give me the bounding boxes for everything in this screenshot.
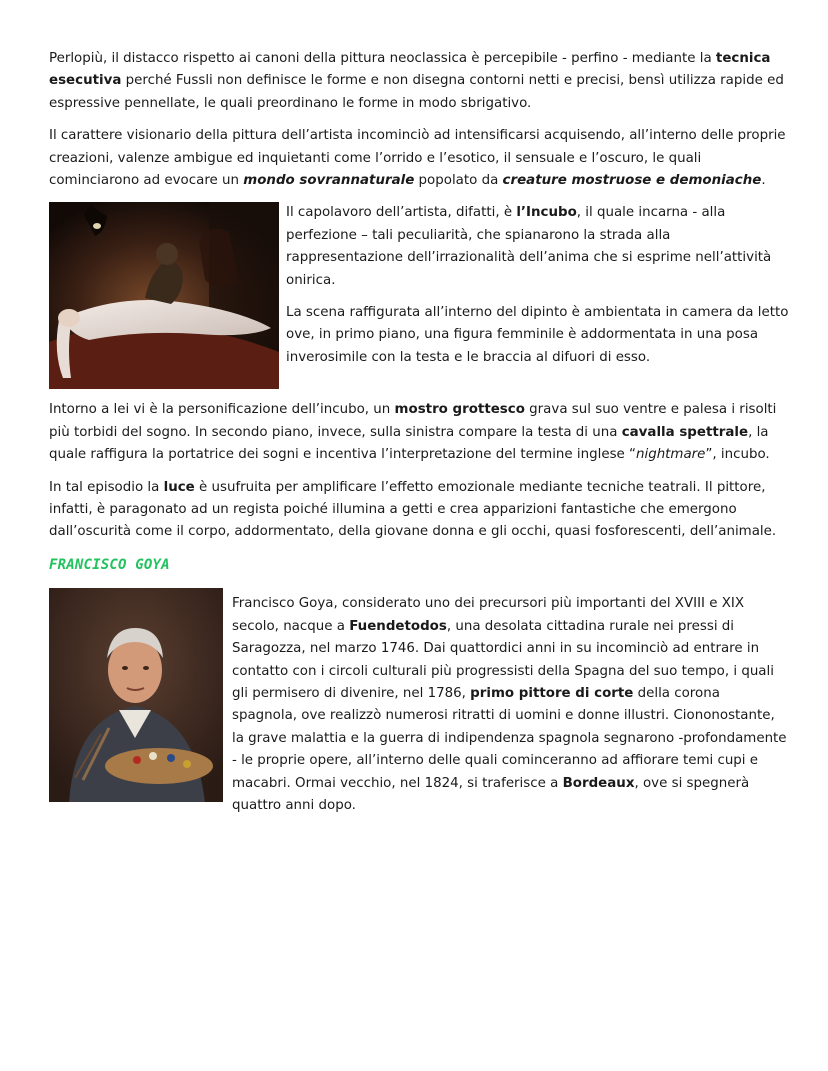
text-run: popolato da bbox=[414, 173, 503, 189]
goya-section bbox=[49, 588, 789, 827]
bold-term: l’Incubo bbox=[516, 205, 577, 221]
text-run: Francisco Goya, considerato uno dei precursori più importanti del XVIII e XIX secolo, nacque a bbox=[232, 596, 745, 634]
text-run: grava sul suo ventre e palesa i risolti più torbidi del sogno. In secondo piano, invece, sulla sinistra compare la testa di una bbox=[49, 402, 777, 440]
bold-term: primo pittore di corte bbox=[470, 685, 634, 701]
bold-term: luce bbox=[163, 479, 195, 495]
paragraph-scene bbox=[286, 302, 789, 369]
paragraph-masterpiece bbox=[286, 202, 789, 292]
text-run: , la quale raffigura la portatrice dei sogni e incentiva l’interpretazione del termine inglese “ bbox=[49, 424, 769, 463]
section-heading-goya: FRANCISCO GOYA bbox=[49, 556, 170, 573]
text-run: La scena raffigurata all’interno del dipinto è ambientata in camera da letto ove, in primo piano, una figura femminile è addormentata in una posa inverosimile con la testa e le braccia al difuori di esso. bbox=[286, 305, 789, 365]
paragraph-goya-bio bbox=[232, 593, 789, 817]
text-run: Il carattere visionario della pittura dell’artista incominciò ad intensificarsi acquisendo, all’interno delle proprie creazioni, valenze ambigue ed inquietanti come l’orrido e l’esotico, il sensuale e l’oscuro, le quali cominciarono ad evocare un bbox=[49, 128, 786, 189]
bold-term: mostro grottesco bbox=[394, 402, 525, 418]
bold-term: tecnica esecutiva bbox=[49, 51, 771, 89]
paragraph-monster bbox=[49, 399, 789, 466]
nightmare-painting-image bbox=[49, 202, 279, 389]
bold-italic-term: mondo sovrannaturale bbox=[243, 173, 415, 189]
paragraph-technique bbox=[49, 48, 789, 115]
bold-term: Bordeaux bbox=[562, 775, 635, 791]
document-page bbox=[49, 48, 789, 837]
goya-portrait-image bbox=[49, 588, 223, 802]
bold-term: cavalla spettrale bbox=[621, 424, 749, 440]
text-run: In tal episodio la bbox=[49, 479, 164, 495]
text-run: , il quale incarna - alla perfezione – tali peculiarità, che spianarono la strada alla rappresentazione dell’irrazionalità dell’anima che si esprime nell’attività onirica. bbox=[286, 205, 772, 288]
bold-term: Fuendetodos bbox=[349, 618, 447, 634]
text-run: Intorno a lei vi è la personificazione dell’incubo, un bbox=[49, 402, 395, 418]
nightmare-section bbox=[49, 202, 789, 389]
text-run: ”, incubo. bbox=[705, 447, 770, 463]
text-run: è usufruita per amplificare l’effetto emozionale mediante tecniche teatrali. Il pittore, infatti, è paragonato ad un regista poiché illumina a getti e crea apparizioni fantastiche che emergono dall’oscurità come il corpo, addormentato, della giovane donna e gli occhi, quasi fosforescenti, dell’animale. bbox=[49, 479, 777, 540]
text-run: , una desolata cittadina rurale nei pressi di Saragozza, nel marzo 1746. Dai quattordici anni in su incominciò ad entrare in contatto con i circoli culturali più progressisti della Spagna del suo tempo, i quali gli permisero di divenire, nel 1786, bbox=[232, 618, 774, 701]
nightmare-text bbox=[286, 202, 789, 379]
goya-text bbox=[232, 588, 789, 827]
italic-term: nightmare bbox=[635, 447, 706, 463]
bold-italic-term: creature mostruose e demoniache bbox=[502, 173, 762, 189]
text-run: della corona spagnola, ove realizzò numerosi ritratti di uomini e donne illustri. Ciononostante, la grave malattia e la guerra di indipendenza spagnola segnarono -profondamente - le proprie opere, all’interno delle quali cominceranno ad affiorare temi cupi e macabri. Ormai vecchio, nel 1824, si traferisce a bbox=[232, 685, 787, 791]
paragraph-light bbox=[49, 477, 789, 544]
text-run: . bbox=[761, 173, 766, 189]
text-run: Perlopiù, il distacco rispetto ai canoni della pittura neoclassica è percepibile - perfino - mediante la bbox=[49, 51, 716, 66]
paragraph-visionary bbox=[49, 125, 789, 192]
text-run: Il capolavoro dell’artista, difatti, è bbox=[286, 205, 517, 221]
text-run: perché Fussli non definisce le forme e non disegna contorni netti e precisi, bensì utilizza rapide ed espressive pennellate, le quali preordinano le forme in modo sbrigativo. bbox=[49, 73, 784, 111]
text-run: , ove si spegnerà quattro anni dopo. bbox=[232, 775, 750, 813]
